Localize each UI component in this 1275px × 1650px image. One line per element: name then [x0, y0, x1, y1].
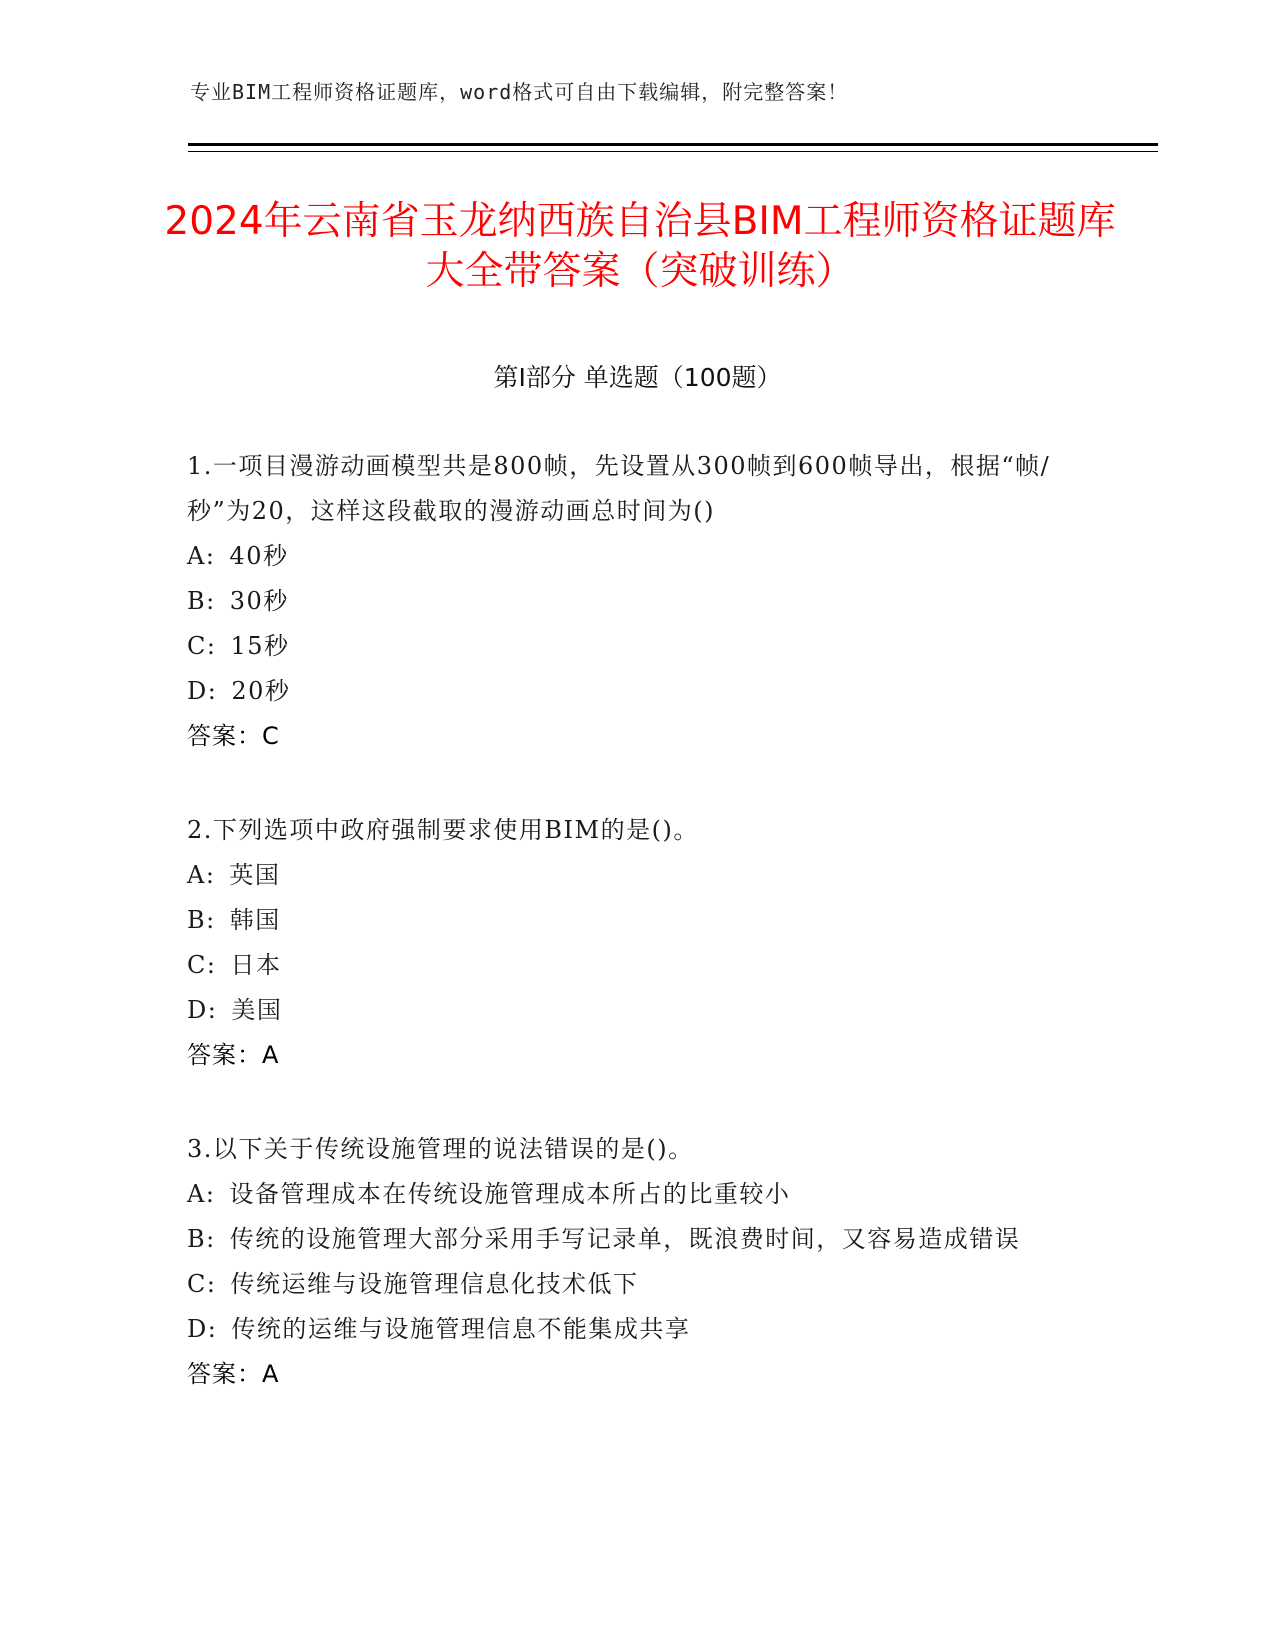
- option-d: [187, 1307, 1087, 1352]
- option-text: 设备管理成本在传统设施管理成本所占的比重较小: [229, 1180, 791, 1208]
- header-divider-thin: [188, 151, 1158, 152]
- option-letter: A:: [187, 1180, 216, 1208]
- option-text: 20秒: [231, 677, 291, 705]
- option-b: [187, 898, 1087, 943]
- option-letter: D:: [187, 996, 218, 1024]
- option-letter: A:: [187, 861, 216, 889]
- question-3: [187, 1127, 1087, 1397]
- option-letter: C:: [187, 632, 217, 660]
- option-d: [187, 669, 1087, 714]
- answer-line: 答案：A: [187, 1360, 280, 1388]
- option-text: 韩国: [229, 906, 281, 934]
- option-a: [187, 534, 1087, 579]
- option-text: 美国: [231, 996, 283, 1024]
- option-text: 日本: [230, 951, 282, 979]
- question-2: [187, 808, 1087, 1078]
- question-1: [187, 444, 1087, 759]
- option-text: 传统的运维与设施管理信息不能集成共享: [231, 1315, 691, 1343]
- option-text: 传统的设施管理大部分采用手写记录单，既浪费时间，又容易造成错误: [229, 1225, 1021, 1253]
- question-stem: 2.下列选项中政府强制要求使用BIM的是()。: [187, 816, 699, 844]
- option-text: 传统运维与设施管理信息化技术低下: [230, 1270, 639, 1298]
- question-stem: 3.以下关于传统设施管理的说法错误的是()。: [187, 1135, 694, 1163]
- option-a: [187, 853, 1087, 898]
- question-list: [187, 444, 1087, 1446]
- question-stem: 1.一项目漫游动画模型共是800帧，先设置从300帧到600帧导出，根据“帧/秒”为20，这样这段截取的漫游动画总时间为(): [187, 452, 1051, 525]
- option-letter: C:: [187, 951, 217, 979]
- option-letter: D:: [187, 1315, 218, 1343]
- option-c: [187, 624, 1087, 669]
- option-text: 30秒: [229, 587, 289, 615]
- option-a: [187, 1172, 1087, 1217]
- option-b: [187, 1217, 1087, 1262]
- option-b: [187, 579, 1087, 624]
- header-note: 专业BIM工程师资格证题库，word格式可自由下载编辑，附完整答案！: [190, 80, 849, 104]
- option-letter: B:: [187, 1225, 216, 1253]
- option-text: 英国: [229, 861, 281, 889]
- option-text: 40秒: [229, 542, 289, 570]
- option-d: [187, 988, 1087, 1033]
- header-divider-thick: [188, 143, 1158, 146]
- answer-line: 答案：A: [187, 1041, 280, 1069]
- section-title: 第Ⅰ部分 单选题（100题）: [493, 363, 782, 392]
- option-c: [187, 943, 1087, 988]
- option-text: 15秒: [230, 632, 290, 660]
- option-letter: B:: [187, 587, 216, 615]
- option-letter: D:: [187, 677, 218, 705]
- option-c: [187, 1262, 1087, 1307]
- answer-line: 答案：C: [187, 722, 280, 750]
- option-letter: C:: [187, 1270, 217, 1298]
- document-title: 2024年云南省玉龙纳西族自治县BIM工程师资格证题库大全带答案（突破训练）: [164, 199, 1116, 294]
- option-letter: A:: [187, 542, 216, 570]
- option-letter: B:: [187, 906, 216, 934]
